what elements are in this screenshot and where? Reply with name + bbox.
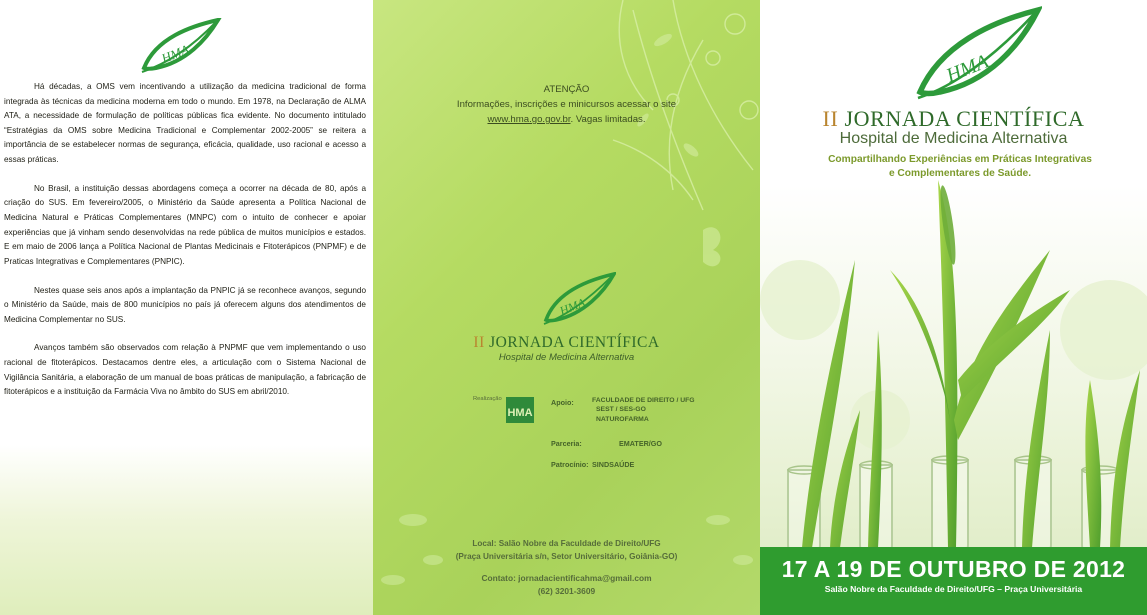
venue-info (373, 537, 760, 563)
hospital-name: Hospital de Medicina Alternativa (498, 352, 635, 363)
apoio-item: NATUROFARMA (596, 415, 649, 423)
attention-title: ATENÇÃO (543, 84, 590, 95)
title-roman: II (473, 334, 485, 351)
paragraph-4: Avanços também são observados com relação à PNPMF que vem implementando o uso racional de fitoterápicos. Destacamos dentre eles, a articulação com o Sistema Nacional de Vigilância Sanitária, a elaboração de um manual de boas práticas de manipulação, a fabricação de fitoterápicos e a instituição da Farmácia Viva no âmbito do SUS em abril/2010. (4, 343, 366, 397)
title-text: JORNADA CIENTÍFICA (844, 106, 1085, 131)
hospital-name: Hospital de Medicina Alternativa (839, 130, 1068, 147)
event-venue: Salão Nobre da Faculdade de Direito/UFG – Praça Universitária (824, 584, 1083, 594)
contact-email[interactable]: Contato: jornadacientificahma@gmail.com (481, 573, 652, 583)
tagline-line-2: e Complementares de Saúde. (888, 168, 1032, 179)
attention-line: Informações, inscrições e minicursos acessar o site (456, 99, 677, 110)
attention-site-line (373, 112, 760, 127)
patrocinio-label: Patrocínio: (551, 460, 589, 469)
right-panel (760, 0, 1147, 615)
event-title (373, 334, 760, 352)
hma-leaf-logo (538, 272, 616, 328)
realizacao-label: Realização (473, 396, 502, 402)
apoio-label: Apoio: (551, 398, 574, 407)
attention-tail: . Vagas limitadas. (570, 114, 646, 125)
title-text: JORNADA CIENTÍFICA (489, 334, 660, 351)
hma-leaf-logo (910, 6, 1042, 106)
paragraph-3: Nestes quase seis anos após a implantação da PNPIC já se reconhece avanços, segundo o Ministério da Saúde, mais de 800 municípios no país já oferecem alguns dos atendimentos de Medicina Complementar no SUS. (4, 285, 366, 324)
parceria-label: Parceria: (551, 439, 582, 448)
attention-notice (373, 82, 760, 127)
contact-info (373, 572, 760, 598)
parceria-value: EMATER/GO (619, 439, 662, 448)
tagline-line-1: Compartilhando Experiências em Práticas Integrativas (828, 154, 1092, 165)
event-date: 17 A 19 DE OUTUBRO DE 2012 (781, 556, 1126, 582)
apoio-item: FACULDADE DE DIREITO / UFG (592, 397, 695, 404)
logo-text: HMA (557, 295, 588, 318)
tagline (800, 153, 1120, 181)
paragraph-2: No Brasil, a instituição dessas abordagens começa a ocorrer na década de 80, após a criação do SUS. Em fevereiro/2005, o Ministério da Saúde apresenta a Política Nacional de Medicina Natural e Práticas Complementares (MNPC) com o intuito de conhecer e apoiar experiências que já vinham sendo desenvolvidas na rede pública de muitos municípios e estados. E em maio de 2006 lança a Política Nacional de Plantas Medicinais e Fitoterápicos (PNPMF) e de Praticas Integrativas e Complementares (PNPIC). (4, 183, 366, 266)
intro-text (4, 80, 366, 414)
event-title (760, 106, 1147, 132)
venue-line: Local: Salão Nobre da Faculdade de Direito/UFG (472, 539, 661, 548)
bottom-wash (0, 445, 373, 615)
left-panel (0, 0, 373, 615)
logo-text: HMA (943, 50, 992, 88)
middle-panel (373, 0, 760, 615)
title-roman: II (822, 106, 839, 131)
paragraph-1: Há décadas, a OMS vem incentivando a utilização da medicina tradicional de forma integrada às técnicas da medicina moderna em todo o mundo. Em 1978, na Declaração de ALMA ATA, a necessidade de formulação de políticas públicas fica evidente. No documento intitulado “Estratégias da OMS sobre Medicina Tradicional e Complementar 2002-2005” se reitera a importância de se estabelecer normas de segurança, eficácia, qualidade, uso racional e acesso a essas práticas. (4, 82, 366, 164)
apoio-item: SEST / SES-GO (596, 406, 646, 414)
hma-leaf-logo (136, 18, 222, 76)
patrocinio-value: SINDSAÚDE (592, 460, 635, 469)
hma-mini-logo (505, 394, 535, 426)
mini-logo-text: HMA (507, 407, 533, 419)
venue-address: (Praça Universitária s/n, Setor Universitário, Goiânia-GO) (455, 552, 678, 561)
apoio-list (592, 396, 695, 424)
contact-phone: (62) 3201-3609 (537, 586, 596, 596)
site-link[interactable]: www.hma.go.gov.br (487, 114, 571, 125)
logo-text: HMA (159, 41, 192, 66)
